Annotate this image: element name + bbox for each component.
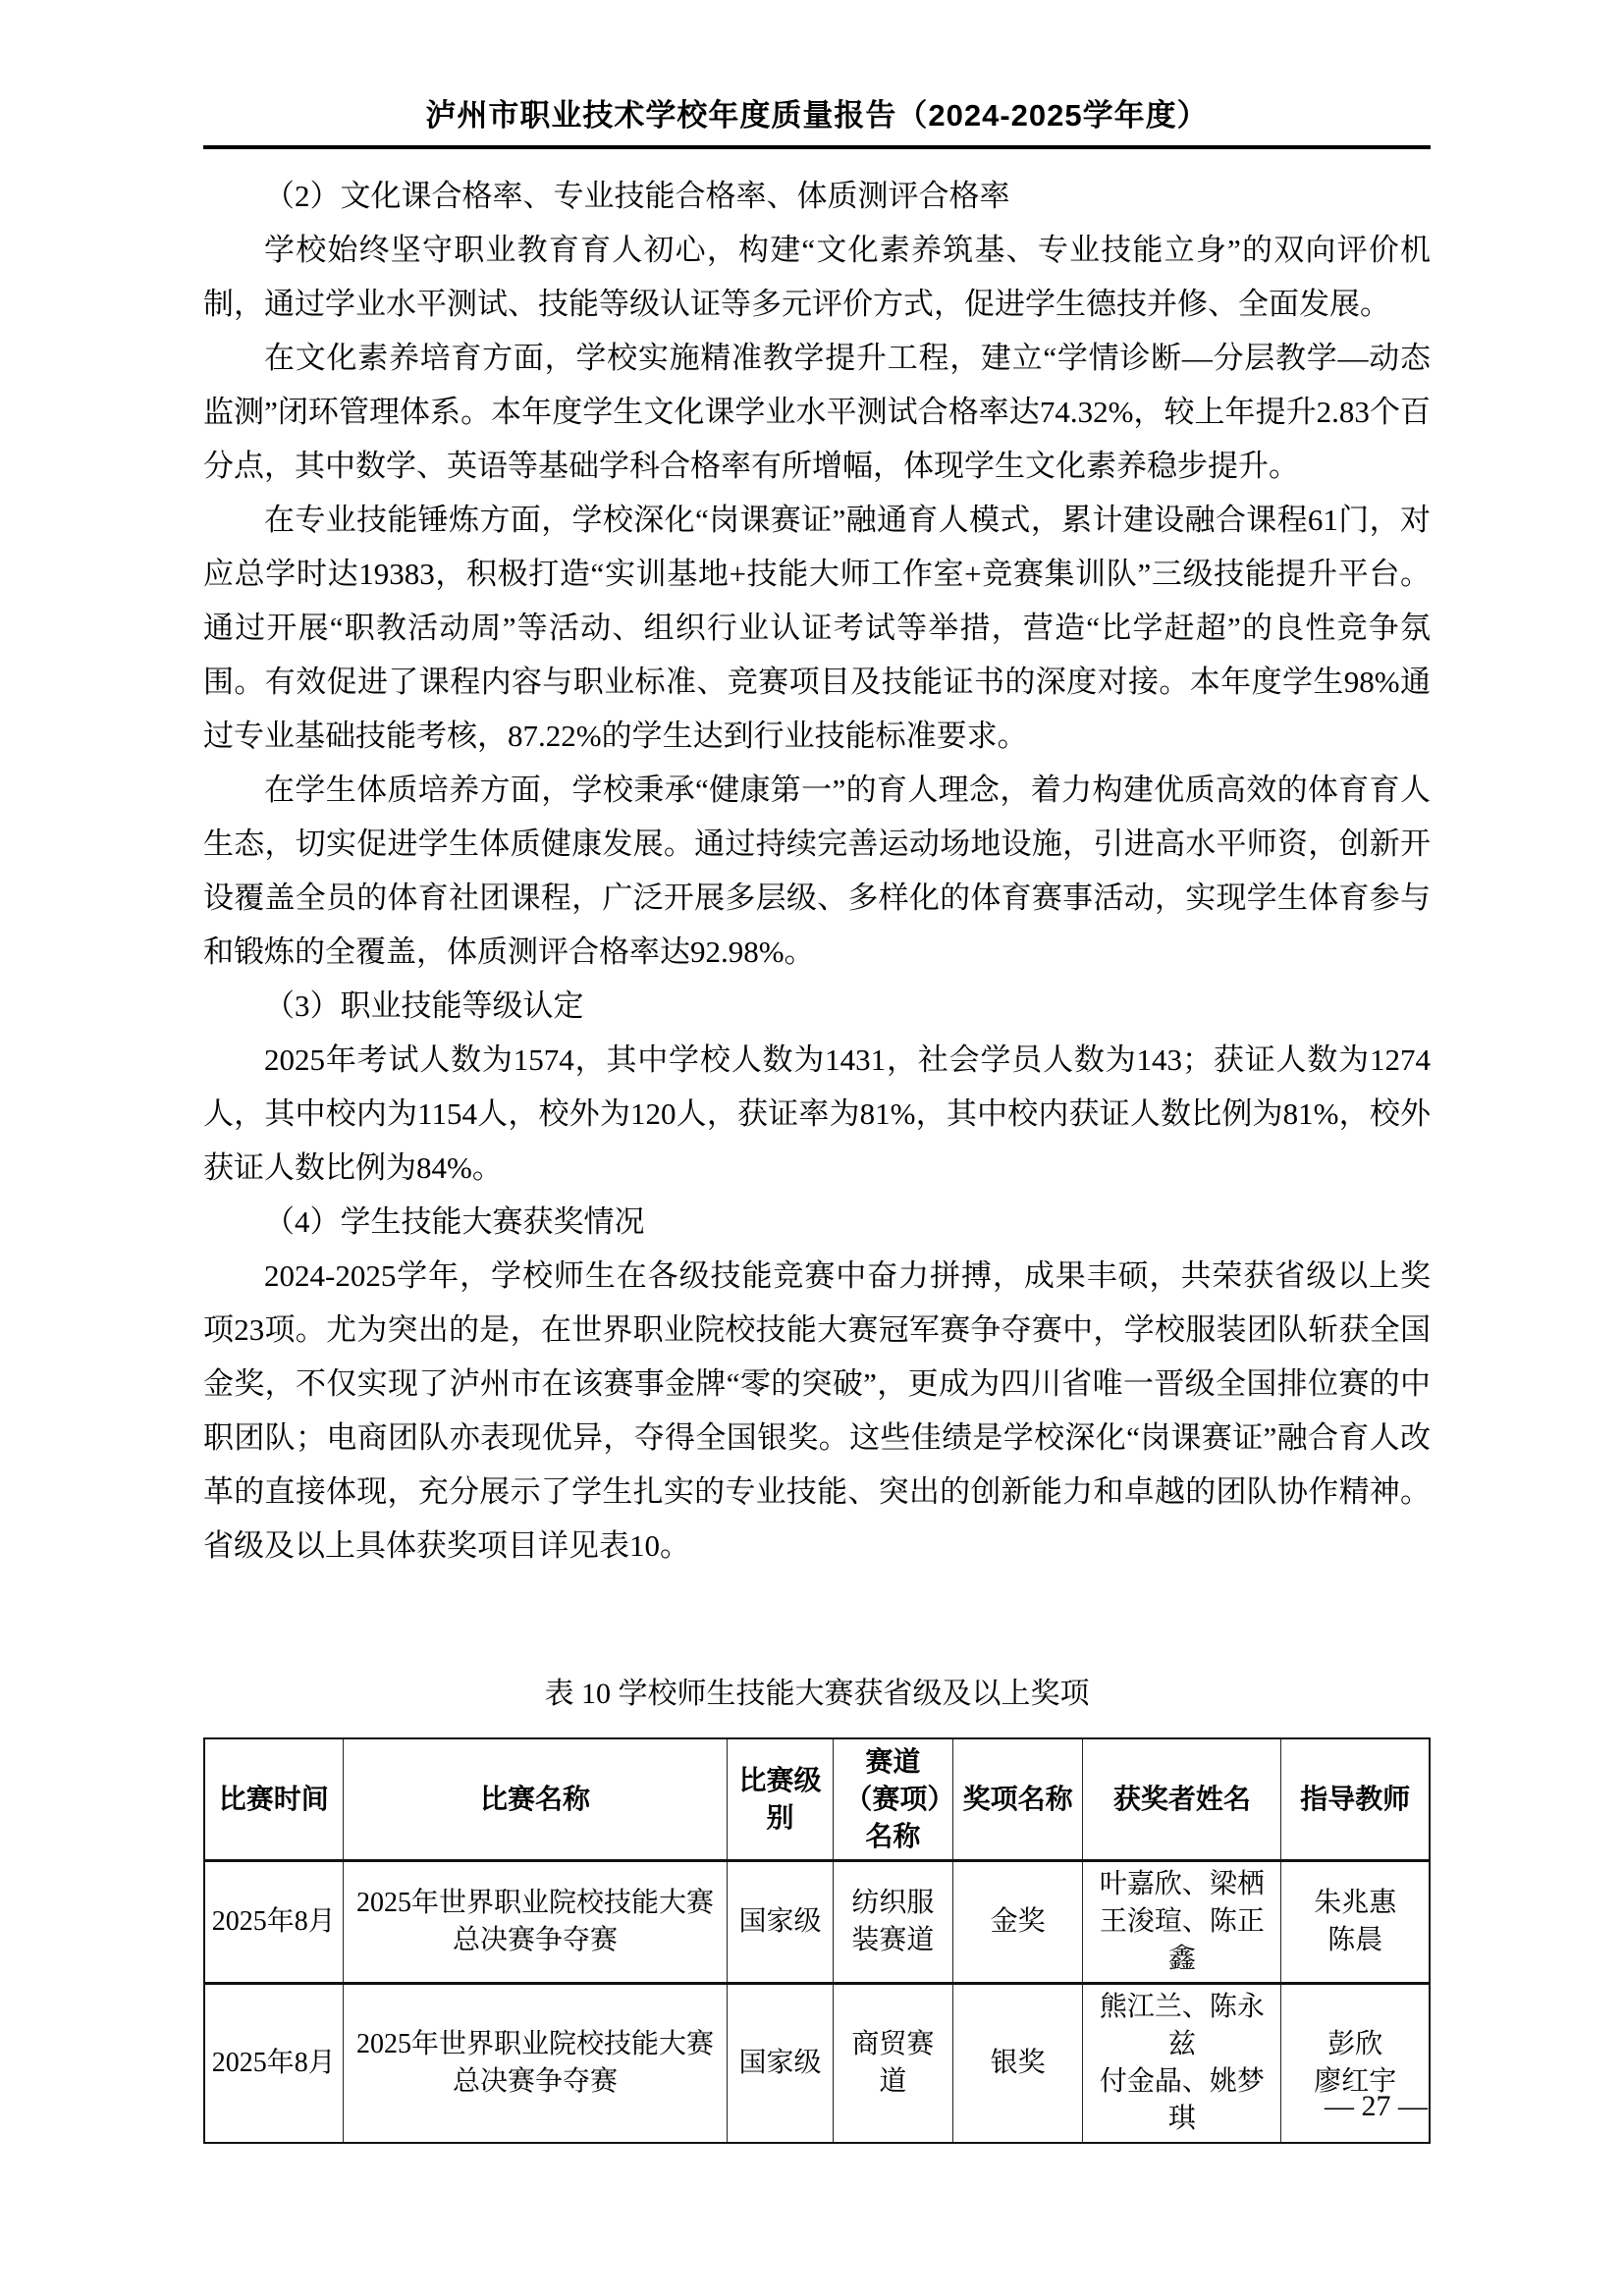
paragraph-skill-certification: 2025年考试人数为1574，其中学校人数为1431，社会学员人数为143；获证人数为1274人，其中校内为1154人，校外为120人，获证率为81%，其中校内获证人数比例为81%，校外获证人数比例为84%。 [203,1042,1431,1185]
cell-teachers [1281,1861,1430,1984]
winners-line-2: 付金晶、姚梦琪 [1099,2066,1265,2134]
column-header-time: 比赛时间 [204,1738,343,1861]
teachers-line-1: 朱兆惠 [1314,1888,1397,1918]
cell-award: 金奖 [953,1861,1083,1984]
section-heading-2: （2）文化课合格率、专业技能合格率、体质测评合格率 [264,179,1010,213]
cell-level: 国家级 [728,1984,833,2144]
body-text [203,169,1431,1573]
winners-line-2: 王浚瑄、陈正鑫 [1099,1906,1265,1974]
cell-time: 2025年8月 [204,1861,343,1984]
table-header-row [204,1738,1430,1861]
table-row [204,1861,1430,1984]
column-header-track: 赛道（赛项）名称 [833,1738,952,1861]
column-header-award: 奖项名称 [953,1738,1083,1861]
cell-time: 2025年8月 [204,1984,343,2144]
page-content [203,0,1431,2144]
column-header-winners: 获奖者姓名 [1083,1738,1281,1861]
column-header-level: 比赛级别 [728,1738,833,1861]
winners-line-1: 熊江兰、陈永兹 [1099,1992,1265,2059]
cell-winners [1083,1984,1281,2144]
teachers-line-1: 彭欣 [1327,2029,1383,2059]
paragraph-physical-fitness: 在学生体质培养方面，学校秉承“健康第一”的育人理念，着力构建优质高效的体育育人生态，切实促进学生体质健康发展。通过持续完善运动场地设施，引进高水平师资，创新开设覆盖全员的体育社团课程，广泛开展多层级、多样化的体育赛事活动，实现学生体育参与和锻炼的全覆盖，体质测评合格率达92.98%。 [203,773,1431,969]
table-caption: 表 10 学校师生技能大赛获省级及以上奖项 [544,1678,1090,1710]
cell-competition-name: 2025年世界职业院校技能大赛总决赛争夺赛 [343,1861,728,1984]
column-header-teachers: 指导教师 [1281,1738,1430,1861]
paragraph-competition-awards: 2024-2025学年，学校师生在各级技能竞赛中奋力拼搏，成果丰硕，共荣获省级以上奖项23项。尤为突出的是，在世界职业院校技能大赛冠军赛争夺赛中，学校服装团队斩获全国金奖，不仅实现了泸州市在该赛事金牌“零的突破”，更成为四川省唯一晋级全国排位赛的中职团队；电商团队亦表现优异，夺得全国银奖。这些佳绩是学校深化“岗课赛证”融合育人改革的直接体现，充分展示了学生扎实的专业技能、突出的创新能力和卓越的团队协作精神。省级及以上具体获奖项目详见表10。 [203,1258,1431,1563]
page-number: — 27 — [1325,2090,1428,2122]
teachers-line-2: 廖红宇 [1314,2066,1397,2097]
cell-level: 国家级 [728,1861,833,1984]
paragraph-evaluation-mechanism: 学校始终坚守职业教育育人初心，构建“文化素养筑基、专业技能立身”的双向评价机制，通过学业水平测试、技能等级认证等多元评价方式，促进学生德技并修、全面发展。 [203,233,1431,321]
teachers-line-2: 陈晨 [1327,1925,1383,1955]
cell-competition-name: 2025年世界职业院校技能大赛总决赛争夺赛 [343,1984,728,2144]
document-header-title: 泸州市职业技术学校年度质量报告（2024-2025学年度） [425,98,1209,133]
header-rule [203,145,1431,149]
cell-track: 纺织服装赛道 [833,1861,952,1984]
awards-table [203,1737,1431,2144]
section-heading-4: （4）学生技能大赛获奖情况 [264,1204,645,1239]
cell-track: 商贸赛道 [833,1984,952,2144]
column-header-competition-name: 比赛名称 [343,1738,728,1861]
cell-award: 银奖 [953,1984,1083,2144]
cell-winners [1083,1861,1281,1984]
paragraph-cultural-literacy: 在文化素养培育方面，学校实施精准教学提升工程，建立“学情诊断—分层教学—动态监测”闭环管理体系。本年度学生文化课学业水平测试合格率达74.32%，较上年提升2.83个百分点，其中数学、英语等基础学科合格率有所增幅，体现学生文化素养稳步提升。 [203,341,1431,483]
section-heading-3: （3）职业技能等级认定 [264,988,584,1023]
paragraph-professional-skills: 在专业技能锤炼方面，学校深化“岗课赛证”融通育人模式，累计建设融合课程61门，对应总学时达19383，积极打造“实训基地+技能大师工作室+竞赛集训队”三级技能提升平台。通过开展“职教活动周”等活动、组织行业认证考试等举措，营造“比学赶超”的良性竞争氛围。有效促进了课程内容与职业标准、竞赛项目及技能证书的深度对接。本年度学生98%通过专业基础技能考核，87.22%的学生达到行业技能标准要求。 [203,503,1431,753]
winners-line-1: 叶嘉欣、梁栖 [1099,1869,1265,1899]
table-row [204,1984,1430,2144]
